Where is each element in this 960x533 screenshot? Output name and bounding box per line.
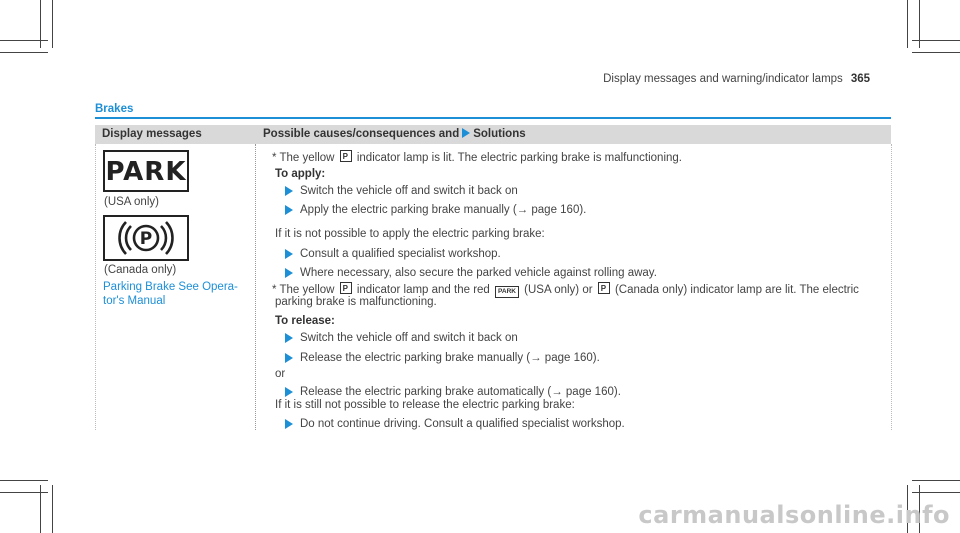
crop-mark [52, 485, 53, 533]
cause-2-a: The yellow [279, 284, 335, 296]
parking-brake-icon [340, 150, 352, 162]
cause-2-c: (USA only) or [524, 284, 593, 296]
canada-note: (Canada only) [104, 264, 177, 276]
crop-mark [912, 52, 960, 53]
play-arrow-icon [285, 268, 293, 278]
cause-1-post: indicator lamp is lit. The electric parking brake is malfunctioning. [356, 152, 682, 164]
release-step-1: Switch the vehicle off and switch it back on [300, 332, 518, 344]
park-label: PARK [105, 157, 187, 187]
if-not-text: If it is not possible to apply the electric parking brake: [275, 228, 545, 240]
play-arrow-icon [285, 205, 293, 215]
col2-pre: Possible causes/consequences and [263, 128, 460, 140]
parking-brake-icon [598, 282, 610, 294]
table-border [891, 144, 892, 430]
cause-2-line-2: parking brake is malfunctioning. [275, 296, 437, 308]
running-header [603, 73, 870, 85]
release-step-3: Release the electric parking brake automatically (→ page 160). [300, 386, 621, 398]
section-rule [95, 117, 891, 119]
section-title: Brakes [95, 103, 134, 115]
parking-brake-icon [340, 282, 352, 294]
crop-mark [0, 40, 48, 41]
park-indicator-icon: PARK [495, 286, 519, 298]
parking-brake-symbol [105, 217, 187, 259]
cause-2-b: indicator lamp and the red [356, 284, 490, 296]
crop-mark [0, 52, 48, 53]
cause-1-pre: The yellow [279, 152, 335, 164]
link-line-2: tor's Manual [103, 295, 166, 307]
apply-step-4: Where necessary, also secure the parked vehicle against rolling away. [300, 267, 657, 279]
crop-mark [0, 480, 48, 481]
crop-mark [907, 0, 908, 48]
column-divider [255, 144, 256, 430]
apply-step-1: Switch the vehicle off and switch it back on [300, 185, 518, 197]
svg-text:P: P [139, 229, 153, 249]
release-heading: To release: [275, 315, 335, 327]
play-arrow-icon [285, 353, 293, 363]
star-2: * [272, 284, 277, 296]
apply-heading: To apply: [275, 168, 326, 180]
apply-step-2: Apply the electric parking brake manually (→ page 160). [300, 204, 587, 216]
or-text: or [275, 368, 286, 380]
header-text: Display messages and warning/indicator lamps [603, 73, 843, 85]
crop-mark [0, 492, 48, 493]
release-step-2: Release the electric parking brake manually (→ page 160). [300, 352, 600, 364]
crop-mark [912, 492, 960, 493]
play-arrow-icon [285, 249, 293, 259]
play-arrow-icon [285, 419, 293, 429]
watermark: carmanualsonline.info [638, 501, 950, 529]
table-header [95, 125, 891, 144]
link-line-1: Parking Brake See Opera- [103, 281, 238, 293]
play-arrow-icon [285, 333, 293, 343]
cause-1 [272, 150, 682, 165]
play-arrow-icon [462, 128, 470, 138]
table-border [95, 144, 96, 430]
page-number: 365 [850, 73, 870, 85]
apply-step-3: Consult a qualified specialist workshop. [300, 248, 501, 260]
play-arrow-icon [285, 387, 293, 397]
park-indicator-icon [103, 150, 189, 192]
parking-brake-icon [103, 215, 189, 261]
play-arrow-icon [285, 186, 293, 196]
col2-post: Solutions [473, 128, 526, 140]
col-causes-solutions [263, 128, 526, 140]
col-display-messages: Display messages [102, 128, 202, 140]
still-not-text: If it is still not possible to release the electric parking brake: [275, 399, 575, 411]
crop-mark [912, 480, 960, 481]
release-step-4: Do not continue driving. Consult a qualified specialist workshop. [300, 418, 625, 430]
cause-2-d: (Canada only) indicator lamp are lit. The electric [614, 284, 859, 296]
usa-note: (USA only) [104, 196, 159, 208]
crop-mark [52, 0, 53, 48]
display-message-link[interactable] [103, 280, 253, 308]
star-1: * [272, 152, 277, 164]
crop-mark [912, 40, 960, 41]
